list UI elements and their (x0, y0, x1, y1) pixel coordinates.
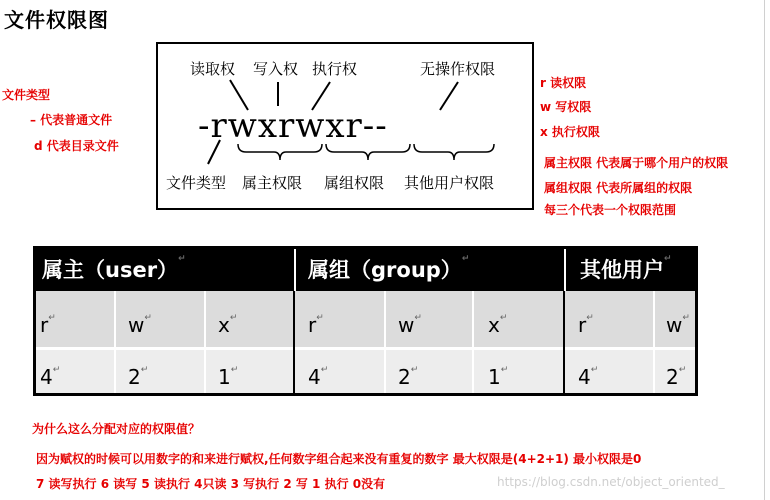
arrow-none (440, 82, 458, 110)
label-write: 写入权 (253, 60, 299, 78)
note-r: r 读权限 (540, 76, 587, 90)
col-line-5 (472, 291, 474, 393)
note-x: x 执行权限 (540, 125, 600, 139)
note-owner: 属主权限 代表属于哪个用户的权限 (544, 156, 729, 170)
col-line-6 (563, 291, 565, 393)
label-read: 读取权 (190, 60, 236, 78)
cell-value: 2↵ (398, 365, 419, 389)
label-group: 属组权限 (324, 174, 385, 192)
cell-value: 1↵ (218, 365, 239, 389)
page-border (764, 0, 765, 500)
col-line-1 (114, 291, 116, 393)
note-w: w 写权限 (540, 100, 592, 114)
cell-letter: r↵ (578, 313, 594, 337)
cell-letter: x↵ (488, 313, 508, 337)
header-divider-1 (294, 249, 296, 291)
value-list: 7 读写执行 6 读写 5 读执行 4只读 3 写执行 2 写 1 执行 0没有 (36, 477, 386, 491)
label-exec: 执行权 (312, 60, 358, 78)
cell-letter: x↵ (218, 313, 238, 337)
reason-text: 因为赋权的时候可以用数字的和来进行赋权,任何数字组合起来没有重复的数字 最大权限是(4+2+1) 最小权限是0 (36, 452, 642, 466)
col-line-3 (293, 291, 295, 393)
cell-letter: w↵ (128, 313, 152, 337)
brace-group (326, 144, 410, 160)
watermark: https://blog.csdn.net/object_oriented_ (497, 475, 725, 489)
col-line-7 (653, 291, 655, 393)
cell-letter: w↵ (666, 313, 690, 337)
note-every3: 每三个代表一个权限范围 (544, 203, 677, 217)
permission-diagram (156, 42, 534, 210)
label-owner: 属主权限 (242, 174, 303, 192)
note-regular-file: – 代表普通文件 (30, 113, 113, 127)
brace-others (414, 144, 494, 160)
header-others: 其他用户↵ (580, 254, 672, 282)
cell-value: 4↵ (578, 365, 599, 389)
note-directory: d 代表目录文件 (34, 139, 119, 153)
label-file-type: 文件类型 (166, 174, 227, 192)
col-line-4 (384, 291, 386, 393)
page-title: 文件权限图 (4, 8, 109, 32)
cell-value: 2↵ (666, 365, 687, 389)
question-text: 为什么这么分配对应的权限值？ (32, 422, 201, 436)
cell-letter: r↵ (308, 313, 324, 337)
cell-letter: r↵ (40, 313, 56, 337)
header-group: 属组（group）↵ (308, 254, 470, 282)
permission-table (33, 246, 698, 396)
brace-owner (238, 144, 322, 160)
cell-value: 4↵ (308, 365, 329, 389)
label-none: 无操作权限 (420, 60, 496, 78)
cell-letter: w↵ (398, 313, 422, 337)
header-divider-2 (564, 249, 566, 291)
cell-value: 4↵ (40, 365, 61, 389)
cell-value: 1↵ (488, 365, 509, 389)
cell-value: 2↵ (128, 365, 149, 389)
label-others: 其他用户权限 (404, 174, 495, 192)
col-line-2 (204, 291, 206, 393)
permission-string: -rwxrwxr-- (198, 106, 388, 146)
header-user: 属主（user）↵ (42, 254, 186, 282)
note-file-type: 文件类型 (2, 88, 51, 102)
note-group: 属组权限 代表所属组的权限 (544, 181, 693, 195)
row-separator (36, 347, 695, 350)
